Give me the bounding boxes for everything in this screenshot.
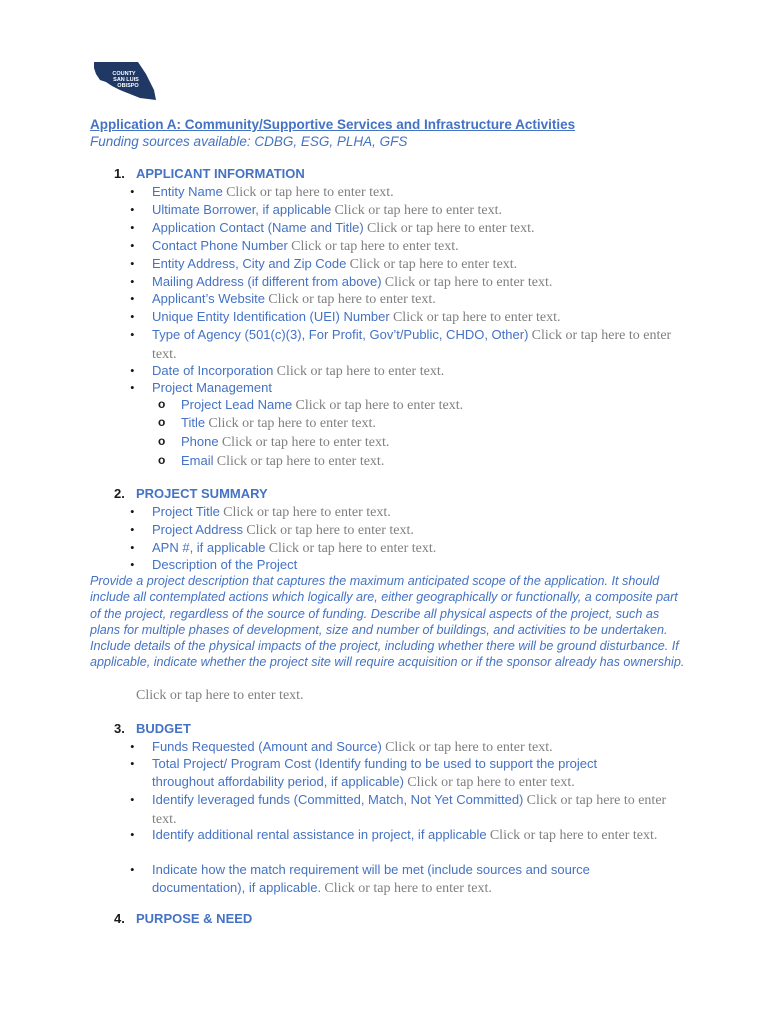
list-item-application-contact [130,219,690,238]
list-item-contact-phone [130,237,690,256]
field-label: Date of Incorporation [152,363,274,378]
field-label: Identify additional rental assistance in project, if applicable [152,827,487,842]
type-of-agency-field[interactable]: Click or tap here to enter text. [152,328,672,362]
bullet-icon: • [130,792,135,807]
field-label: Phone [181,434,219,449]
document-subtitle: Funding sources available: CDBG, ESG, PLHA, GFS [90,134,408,149]
section-title: APPLICANT INFORMATION [136,166,305,181]
field-label: Email [181,453,214,468]
list-item-apn [130,539,690,558]
ultimate-borrower-field[interactable]: Click or tap here to enter text. [334,203,503,218]
circle-bullet-icon: o [158,453,166,467]
leveraged-funds-field[interactable]: Click or tap here to enter text. [152,793,667,827]
bullet-icon: • [130,363,135,378]
bullet-icon: • [130,380,135,395]
bullet-icon: • [130,739,135,754]
bullet-icon: • [130,238,135,253]
list-item-leveraged-funds [130,791,690,828]
list-item-description-of-project [130,556,690,574]
apn-field[interactable]: Click or tap here to enter text. [268,541,437,556]
project-address-field[interactable]: Click or tap here to enter text. [246,523,414,538]
field-label: Indicate how the match requirement will be met (include sources and source documentation), if applicable. [152,862,590,895]
field-label: Project Lead Name [181,397,293,412]
list-item-mailing-address [130,273,690,292]
field-label: Identify leveraged funds (Committed, Match, Not Yet Committed) [152,792,524,807]
list-item-total-project-cost [130,755,630,791]
section-title: BUDGET [136,721,191,736]
bullet-icon: • [130,862,135,877]
bullet-icon: • [130,220,135,235]
project-lead-email-field[interactable]: Click or tap here to enter text. [216,454,385,469]
list-item-entity-address [130,255,690,274]
section-number: 2. [114,486,125,501]
project-title-field[interactable]: Click or tap here to enter text. [223,505,391,520]
section-heading-budget [114,721,191,736]
list-item-match-requirement [130,861,630,897]
project-description-instructions: Provide a project description that captures the maximum anticipated scope of the application. It should include all contemplated actions which logically are, either geographically or functionally, a composite part of the project, regardless of the source of funding. Describe all physical aspects of the project, such as plans for multiple phases of development, size and number of buildings, and activities to be undertaken. Include details of the physical impacts of the project, including whether there will be ground disturbance. If applicable, indicate whether the project site will require acquisition or if the sponsor already has ownership. [90,574,685,670]
field-label: Application Contact (Name and Title) [152,220,364,235]
field-label: Unique Entity Identification (UEI) Number [152,309,390,324]
sublist-item-project-lead-name [158,396,463,415]
field-label: Entity Name [152,184,223,199]
project-lead-name-field[interactable]: Click or tap here to enter text. [295,398,464,413]
sublist-item-phone [158,433,389,452]
list-item-ultimate-borrower [130,201,690,220]
uei-number-field[interactable]: Click or tap here to enter text. [392,310,561,325]
list-item-project-address [130,521,690,540]
sublist-item-title [158,414,376,433]
field-label: Project Management [152,380,272,395]
bullet-icon: • [130,202,135,217]
application-contact-field[interactable]: Click or tap here to enter text. [366,221,535,236]
list-item-date-of-incorporation [130,362,690,381]
bullet-icon: • [130,557,135,572]
section-heading-purpose-need [114,911,252,926]
logo-line-3: OBISPO [117,83,139,89]
field-label: Ultimate Borrower, if applicable [152,202,332,217]
bullet-icon: • [130,522,135,537]
field-label: Entity Address, City and Zip Code [152,256,347,271]
field-label: Mailing Address (if different from above) [152,274,382,289]
bullet-icon: • [130,184,135,199]
bullet-icon: • [130,274,135,289]
date-of-incorporation-field[interactable]: Click or tap here to enter text. [276,364,445,379]
field-label: Applicant’s Website [152,291,265,306]
list-item-rental-assistance [130,826,690,845]
list-item-project-management [130,379,690,397]
bullet-icon: • [130,327,135,342]
bullet-icon: • [130,256,135,271]
entity-name-field[interactable]: Click or tap here to enter text. [226,185,394,200]
bullet-icon: • [130,504,135,519]
section-number: 3. [114,721,125,736]
contact-phone-field[interactable]: Click or tap here to enter text. [291,239,459,254]
applicant-website-field[interactable]: Click or tap here to enter text. [268,292,436,307]
field-label: Total Project/ Program Cost (Identify funding to be used to support the project throughout affordability period, if applicable) [152,756,598,789]
logo-line-2: SAN LUIS [113,77,139,83]
list-item-type-of-agency [130,326,690,363]
county-logo-icon [90,60,158,102]
field-label: APN #, if applicable [152,540,266,555]
project-description-field[interactable]: Click or tap here to enter text. [136,688,304,703]
bullet-icon: • [130,540,135,555]
entity-address-field[interactable]: Click or tap here to enter text. [349,257,518,272]
section-heading-applicant-information [114,166,305,181]
section-title: PURPOSE & NEED [136,911,253,926]
list-item-applicant-website [130,290,690,309]
section-number: 1. [114,166,125,181]
circle-bullet-icon: o [158,397,166,411]
list-item-uei-number [130,308,690,327]
field-label: Title [181,415,206,430]
mailing-address-field[interactable]: Click or tap here to enter text. [384,275,553,290]
section-title: PROJECT SUMMARY [136,486,268,501]
total-project-cost-field[interactable]: Click or tap here to enter text. [407,774,575,790]
circle-bullet-icon: o [158,415,166,429]
bullet-icon: • [130,827,135,842]
field-label: Project Address [152,522,244,537]
list-item-funds-requested [130,738,690,757]
match-requirement-field[interactable]: Click or tap here to enter text. [324,880,492,896]
section-heading-project-summary [114,486,268,501]
field-label: Type of Agency (501(c)(3), For Profit, Gov’t/Public, CHDO, Other) [152,327,529,342]
section-number: 4. [114,911,125,926]
sublist-item-email [158,452,384,471]
document-title: Application A: Community/Supportive Services and Infrastructure Activities [90,117,576,132]
project-lead-phone-field[interactable]: Click or tap here to enter text. [221,435,390,450]
field-label: Description of the Project [152,557,298,572]
list-item-project-title [130,503,690,522]
circle-bullet-icon: o [158,434,166,448]
list-item-entity-name [130,183,690,202]
bullet-icon: • [130,756,135,771]
rental-assistance-field[interactable]: Click or tap here to enter text. [489,828,658,843]
logo-line-1: COUNTY [112,71,136,77]
field-label: Funds Requested (Amount and Source) [152,739,382,754]
field-label: Contact Phone Number [152,238,288,253]
field-label: Project Title [152,504,220,519]
funds-requested-field[interactable]: Click or tap here to enter text. [385,740,553,755]
bullet-icon: • [130,309,135,324]
bullet-icon: • [130,291,135,306]
project-lead-title-field[interactable]: Click or tap here to enter text. [208,416,376,431]
